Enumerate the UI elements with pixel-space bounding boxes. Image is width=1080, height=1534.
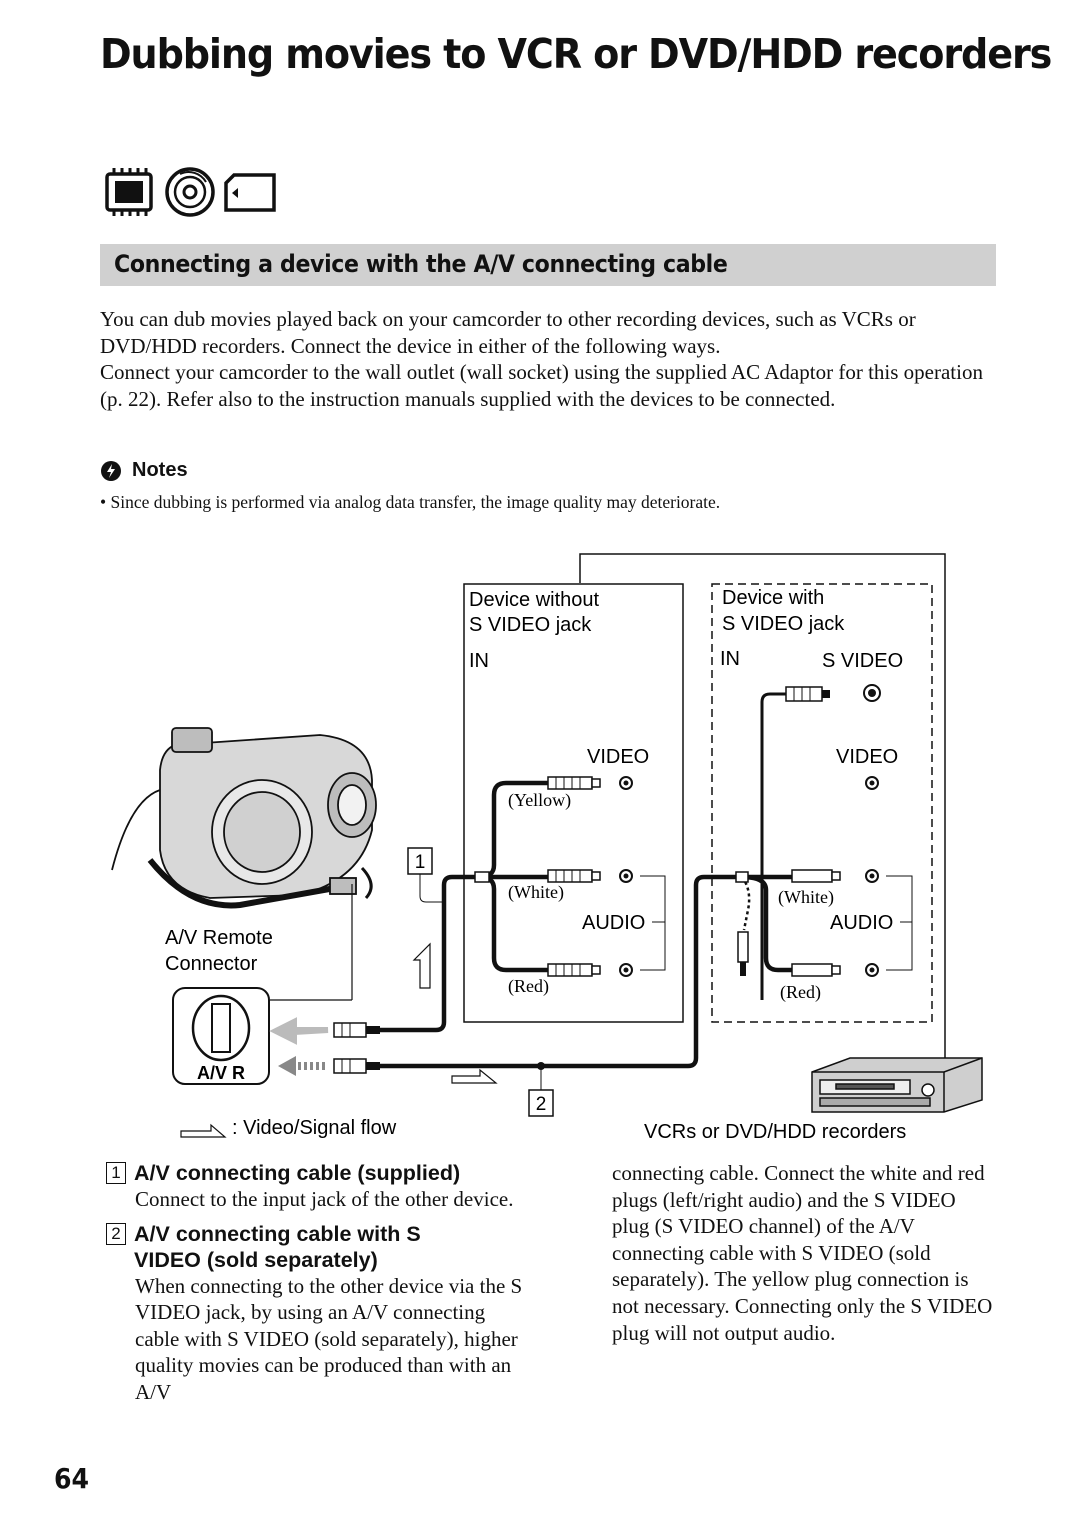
video-label-1: VIDEO — [587, 746, 650, 768]
page-number: 64 — [54, 1462, 90, 1495]
callout-1: 1 — [414, 852, 426, 873]
video-label-2: VIDEO — [836, 746, 899, 768]
cable-1 — [365, 877, 480, 1030]
yellow-plug-unused — [738, 932, 748, 962]
vcr-illustration — [812, 1058, 982, 1112]
device-without-label-2: S VIDEO jack — [469, 614, 592, 636]
device-without-label-1: Device without — [469, 589, 600, 611]
audio-label-1: AUDIO — [582, 912, 646, 934]
insert-arrow-1 — [276, 1022, 328, 1040]
intro-paragraph-2: Connect your camcorder to the wall outlet (wall socket) using the supplied AC Adaptor for this operation (p. 22). Refer also to the instruction manuals supplied with the devices to be connected. — [100, 360, 983, 411]
caption-2-heading — [106, 1221, 526, 1273]
red-label-2: (Red) — [780, 982, 821, 1002]
intro-paragraph-1: You can dub movies played back on your camcorder to other recording devices, such as VCRs or DVD/HDD recorders. Connect the device in either of the following ways. — [100, 307, 916, 358]
svideo-label: S VIDEO — [822, 650, 904, 672]
notes-item-text: Since dubbing is performed via analog data transfer, the image quality may deteriorate. — [110, 492, 721, 512]
caption-2-title — [134, 1221, 421, 1273]
media-icons — [104, 166, 284, 218]
in-label-1: IN — [469, 650, 489, 672]
disc-icon — [167, 169, 213, 215]
caption-2-body: When connecting to the other device via the S VIDEO jack, by using an A/V connecting cable with S VIDEO (sold separately), higher quality movies can be produced than with an A/V — [135, 1273, 523, 1404]
section-title: Connecting a device with the A/V connecting cable — [114, 250, 728, 278]
notes-heading — [100, 459, 188, 482]
notes-heading-text: Notes — [132, 459, 188, 481]
red-label-1: (Red) — [508, 976, 549, 996]
hdd-icon — [107, 168, 151, 216]
legend-text: : Video/Signal flow — [232, 1117, 397, 1139]
insert-arrow-2 — [278, 1056, 325, 1076]
notes-icon — [100, 460, 122, 482]
svideo-plug — [786, 687, 822, 701]
caption-1-heading — [106, 1160, 526, 1186]
device-with-label-1: Device with — [722, 587, 825, 609]
caption-2-title-line-2: VIDEO (sold separately) — [134, 1247, 378, 1272]
in-label-2: IN — [720, 648, 740, 670]
legend-arrow-icon — [181, 1125, 225, 1137]
cable-captions — [106, 1160, 526, 1414]
caption-2-title-line-1: A/V connecting cable with S — [134, 1221, 421, 1246]
signal-flow-arrow-up — [414, 944, 430, 988]
section-header — [100, 244, 996, 286]
caption-1-number: 1 — [106, 1162, 126, 1184]
white-label-2: (White) — [778, 887, 834, 907]
caption-1-body: Connect to the input jack of the other device. — [135, 1187, 514, 1211]
device-with-label-2: S VIDEO jack — [722, 613, 845, 635]
white-label-1: (White) — [508, 882, 564, 902]
yellow-label: (Yellow) — [508, 790, 572, 810]
signal-flow-arrow-right — [452, 1070, 496, 1083]
audio-label-2: AUDIO — [830, 912, 894, 934]
caption-2-body-continued: connecting cable. Connect the white and red plugs (left/right audio) and the S VIDEO plug (S VIDEO channel) of the A/V connecting cable with S VIDEO (sold separately). The yellow plug connection is not necessary. Connecting only the S VIDEO plug will not output audio. — [612, 1161, 993, 1345]
memory-card-icon — [226, 175, 274, 210]
notes-item: • Since dubbing is performed via analog data transfer, the image quality may deteriorate. — [100, 492, 721, 512]
page-title: Dubbing movies to VCR or DVD/HDD recorders — [100, 30, 1052, 78]
av-remote-label-2: Connector — [165, 953, 258, 975]
av-r-label: A/V R — [196, 1063, 246, 1083]
connection-diagram — [0, 540, 1080, 1160]
camcorder-illustration — [112, 728, 376, 905]
device-without-box — [464, 584, 683, 1022]
vcr-caption: VCRs or DVD/HDD recorders — [644, 1121, 907, 1143]
caption-2-number: 2 — [106, 1223, 126, 1245]
caption-1-title: A/V connecting cable (supplied) — [134, 1161, 461, 1185]
av-remote-label-1: A/V Remote — [165, 927, 273, 949]
callout-2: 2 — [535, 1094, 547, 1115]
intro-text — [100, 306, 1000, 412]
